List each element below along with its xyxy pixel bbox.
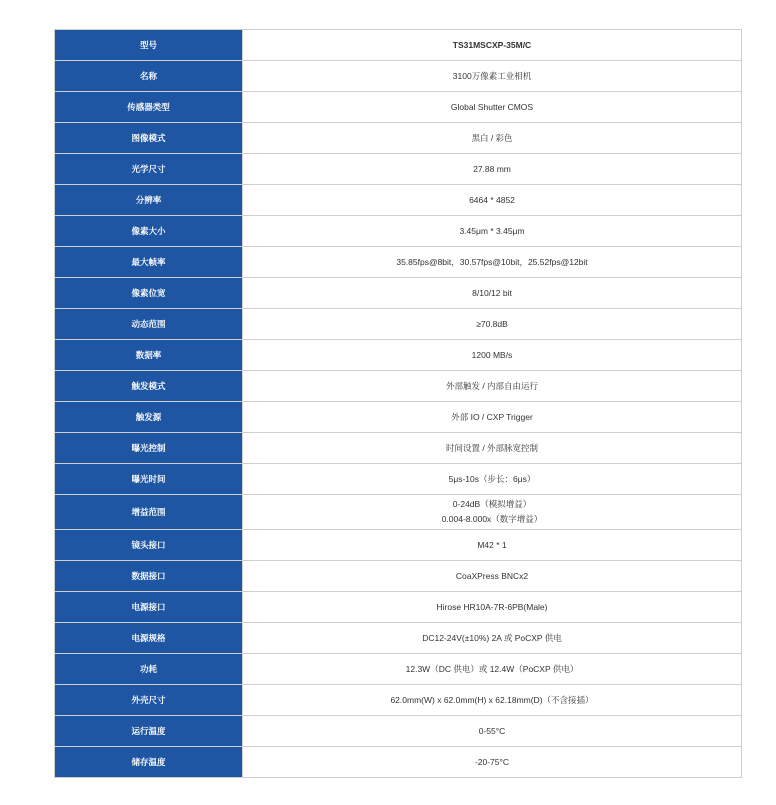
spec-value (243, 495, 742, 530)
spec-value-line: 0.004-8.000x（数字增益） (441, 514, 543, 524)
spec-row-name (55, 61, 742, 92)
spec-row-pixel-size (55, 216, 742, 247)
spec-label: 数据接口 (55, 561, 243, 592)
spec-label: 触发模式 (55, 371, 243, 402)
spec-label: 储存温度 (55, 747, 243, 778)
spec-row-trigger-mode (55, 371, 742, 402)
spec-label: 型号 (55, 30, 243, 61)
spec-value: 外部触发 / 内部自由运行 (243, 371, 742, 402)
spec-value: 时间设置 / 外部脉宽控制 (243, 433, 742, 464)
spec-row-max-frame-rate (55, 247, 742, 278)
spec-label: 图像模式 (55, 123, 243, 154)
spec-label: 增益范围 (55, 495, 243, 530)
spec-value: 35.85fps@8bit，30.57fps@10bit，25.52fps@12bit (243, 247, 742, 278)
spec-value: 1200 MB/s (243, 340, 742, 371)
spec-value: -20-75°C (243, 747, 742, 778)
spec-label: 像素大小 (55, 216, 243, 247)
spec-value: Global Shutter CMOS (243, 92, 742, 123)
spec-row-bit-depth (55, 278, 742, 309)
spec-row-optical-size (55, 154, 742, 185)
spec-row-sensor-type (55, 92, 742, 123)
spec-label: 分辨率 (55, 185, 243, 216)
spec-label: 运行温度 (55, 716, 243, 747)
spec-row-power-spec (55, 623, 742, 654)
spec-label: 动态范围 (55, 309, 243, 340)
spec-table (54, 29, 742, 778)
spec-value: 3.45μm * 3.45μm (243, 216, 742, 247)
spec-label: 电源规格 (55, 623, 243, 654)
spec-row-dynamic-range (55, 309, 742, 340)
spec-row-lens-mount (55, 530, 742, 561)
spec-row-exposure-time (55, 464, 742, 495)
spec-value: 6464 * 4852 (243, 185, 742, 216)
spec-row-power-connector (55, 592, 742, 623)
spec-label: 电源接口 (55, 592, 243, 623)
spec-row-resolution (55, 185, 742, 216)
spec-label: 功耗 (55, 654, 243, 685)
spec-label: 名称 (55, 61, 243, 92)
spec-row-gain-range (55, 495, 742, 530)
spec-value: TS31MSCXP-35M/C (243, 30, 742, 61)
spec-row-power-consumption (55, 654, 742, 685)
spec-value: 8/10/12 bit (243, 278, 742, 309)
spec-value-line: 0-24dB（模拟增益） (452, 499, 532, 509)
spec-value: 5μs-10s（步长：6μs） (243, 464, 742, 495)
spec-label: 传感器类型 (55, 92, 243, 123)
spec-value: DC12-24V(±10%) 2A 或 PoCXP 供电 (243, 623, 742, 654)
spec-value: ≥70.8dB (243, 309, 742, 340)
spec-label: 曝光时间 (55, 464, 243, 495)
spec-label: 最大帧率 (55, 247, 243, 278)
spec-row-data-rate (55, 340, 742, 371)
spec-label: 光学尺寸 (55, 154, 243, 185)
spec-row-housing-size (55, 685, 742, 716)
spec-row-storage-temp (55, 747, 742, 778)
spec-value: 3100万像素工业相机 (243, 61, 742, 92)
spec-value: 62.0mm(W) x 62.0mm(H) x 62.18mm(D)（不含接插） (243, 685, 742, 716)
spec-row-exposure-control (55, 433, 742, 464)
spec-label: 触发源 (55, 402, 243, 433)
spec-row-image-mode (55, 123, 742, 154)
spec-row-model (55, 30, 742, 61)
spec-label: 像素位宽 (55, 278, 243, 309)
spec-label: 曝光控制 (55, 433, 243, 464)
spec-row-operating-temp (55, 716, 742, 747)
spec-value: CoaXPress BNCx2 (243, 561, 742, 592)
spec-label: 数据率 (55, 340, 243, 371)
spec-value: 外部 IO / CXP Trigger (243, 402, 742, 433)
spec-value: 黑白 / 彩色 (243, 123, 742, 154)
spec-label: 镜头接口 (55, 530, 243, 561)
spec-value: M42 * 1 (243, 530, 742, 561)
spec-value: 12.3W（DC 供电）或 12.4W（PoCXP 供电） (243, 654, 742, 685)
spec-row-trigger-source (55, 402, 742, 433)
spec-value: 0-55°C (243, 716, 742, 747)
spec-label: 外壳尺寸 (55, 685, 243, 716)
spec-value: 27.88 mm (243, 154, 742, 185)
spec-value: Hirose HR10A-7R-6PB(Male) (243, 592, 742, 623)
spec-row-data-interface (55, 561, 742, 592)
